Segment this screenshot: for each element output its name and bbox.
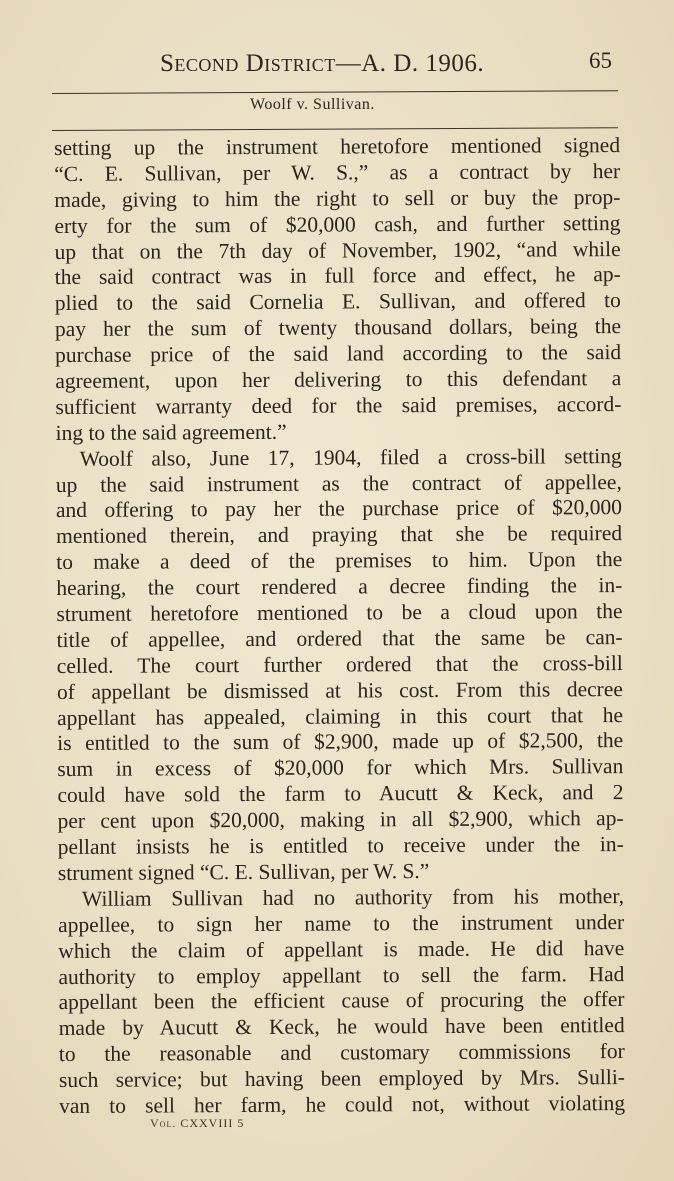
text-line: which the claim of appellant is made. He did have [58,935,625,963]
paragraph-end-line: strument signed “C. E. Sullivan, per W. S.” [57,858,430,885]
text-line: erty for the sum of $20,000 cash, and further setting [54,210,621,238]
text-line: agreement, upon her delivering to this defendant a [55,366,622,394]
body-text [54,133,625,1120]
text-line: made, giving to him the right to sell or buy the prop- [54,184,621,212]
text-line: strument heretofore mentioned to be a cloud upon the [56,599,623,627]
text-line: is entitled to the sum of $2,900, made up of $2,500, the [57,728,624,756]
text-line: made by Aucutt & Keck, he would have been entitled [58,1013,625,1041]
header-rule-top [52,90,618,94]
text-line: up that on the 7th day of November, 1902, “and while [54,236,621,264]
text-line: of appellant be dismissed at his cost. From this decree [56,676,623,704]
text-line: appellee, to sign her name to the instrument under [58,909,625,937]
text-line: “C. E. Sullivan, per W. S.,” as a contract by her [54,158,621,186]
text-line: the said contract was in full force and effect, he ap- [54,262,621,290]
text-line: van to sell her farm, he could not, without violating [59,1090,626,1118]
text-line: pay her the sum of twenty thousand dollars, being the [54,314,622,342]
paragraph-start-line: William Sullivan had no authority from his mother, [81,883,625,911]
text-line: title of appellee, and ordered that the same be can- [56,624,623,652]
text-line: purchase price of the said land according to the said [55,340,622,368]
text-line: sufficient warranty deed for the said premises, accord- [55,391,622,419]
text-line: appellant been the efficient cause of procuring the offer [58,987,625,1015]
text-line: up the said instrument as the contract of appellee, [55,469,622,497]
text-line: mentioned therein, and praying that she be required [56,521,623,549]
paragraph-start-line: Woolf also, June 17, 1904, filed a cross-bill setting [79,443,622,471]
text-line: celled. The court further ordered that the cross-bill [56,650,623,678]
text-line: and offering to pay her the purchase price of $20,000 [55,495,623,523]
text-line: appellant has appealed, claiming in this court that he [56,702,624,730]
text-line: pellant insists he is entitled to receive under the in- [57,832,624,860]
text-line: authority to employ appellant to sell the farm. Had [58,961,625,989]
page-number: 65 [589,48,612,73]
paragraph-end-line: ing to the said agreement.” [55,419,287,445]
text-line: such service; but having been employed by Mrs. Sulli- [58,1065,625,1093]
text-line: sum in excess of $20,000 for which Mrs. Sullivan [57,754,624,782]
text-line: plied to the said Cornelia E. Sullivan, and offered to [54,288,621,316]
text-line: setting up the instrument heretofore mentioned signed [54,133,621,160]
volume-signature: Vol. CXXVIII 5 [150,1116,245,1130]
text-line: could have sold the farm to Aucutt & Keck, and 2 [57,780,624,808]
case-title: Woolf v. Sullivan. [250,96,375,113]
header-rule-bottom [52,127,618,131]
text-line: to make a deed of the premises to him. Upon the [56,547,623,575]
text-line: hearing, the court rendered a decree finding the in- [56,573,623,601]
running-head: Second District—A. D. 1906. [160,50,485,77]
text-line: per cent upon $20,000, making in all $2,900, which ap- [57,806,624,834]
text-line: to the reasonable and customary commissions for [58,1039,625,1067]
